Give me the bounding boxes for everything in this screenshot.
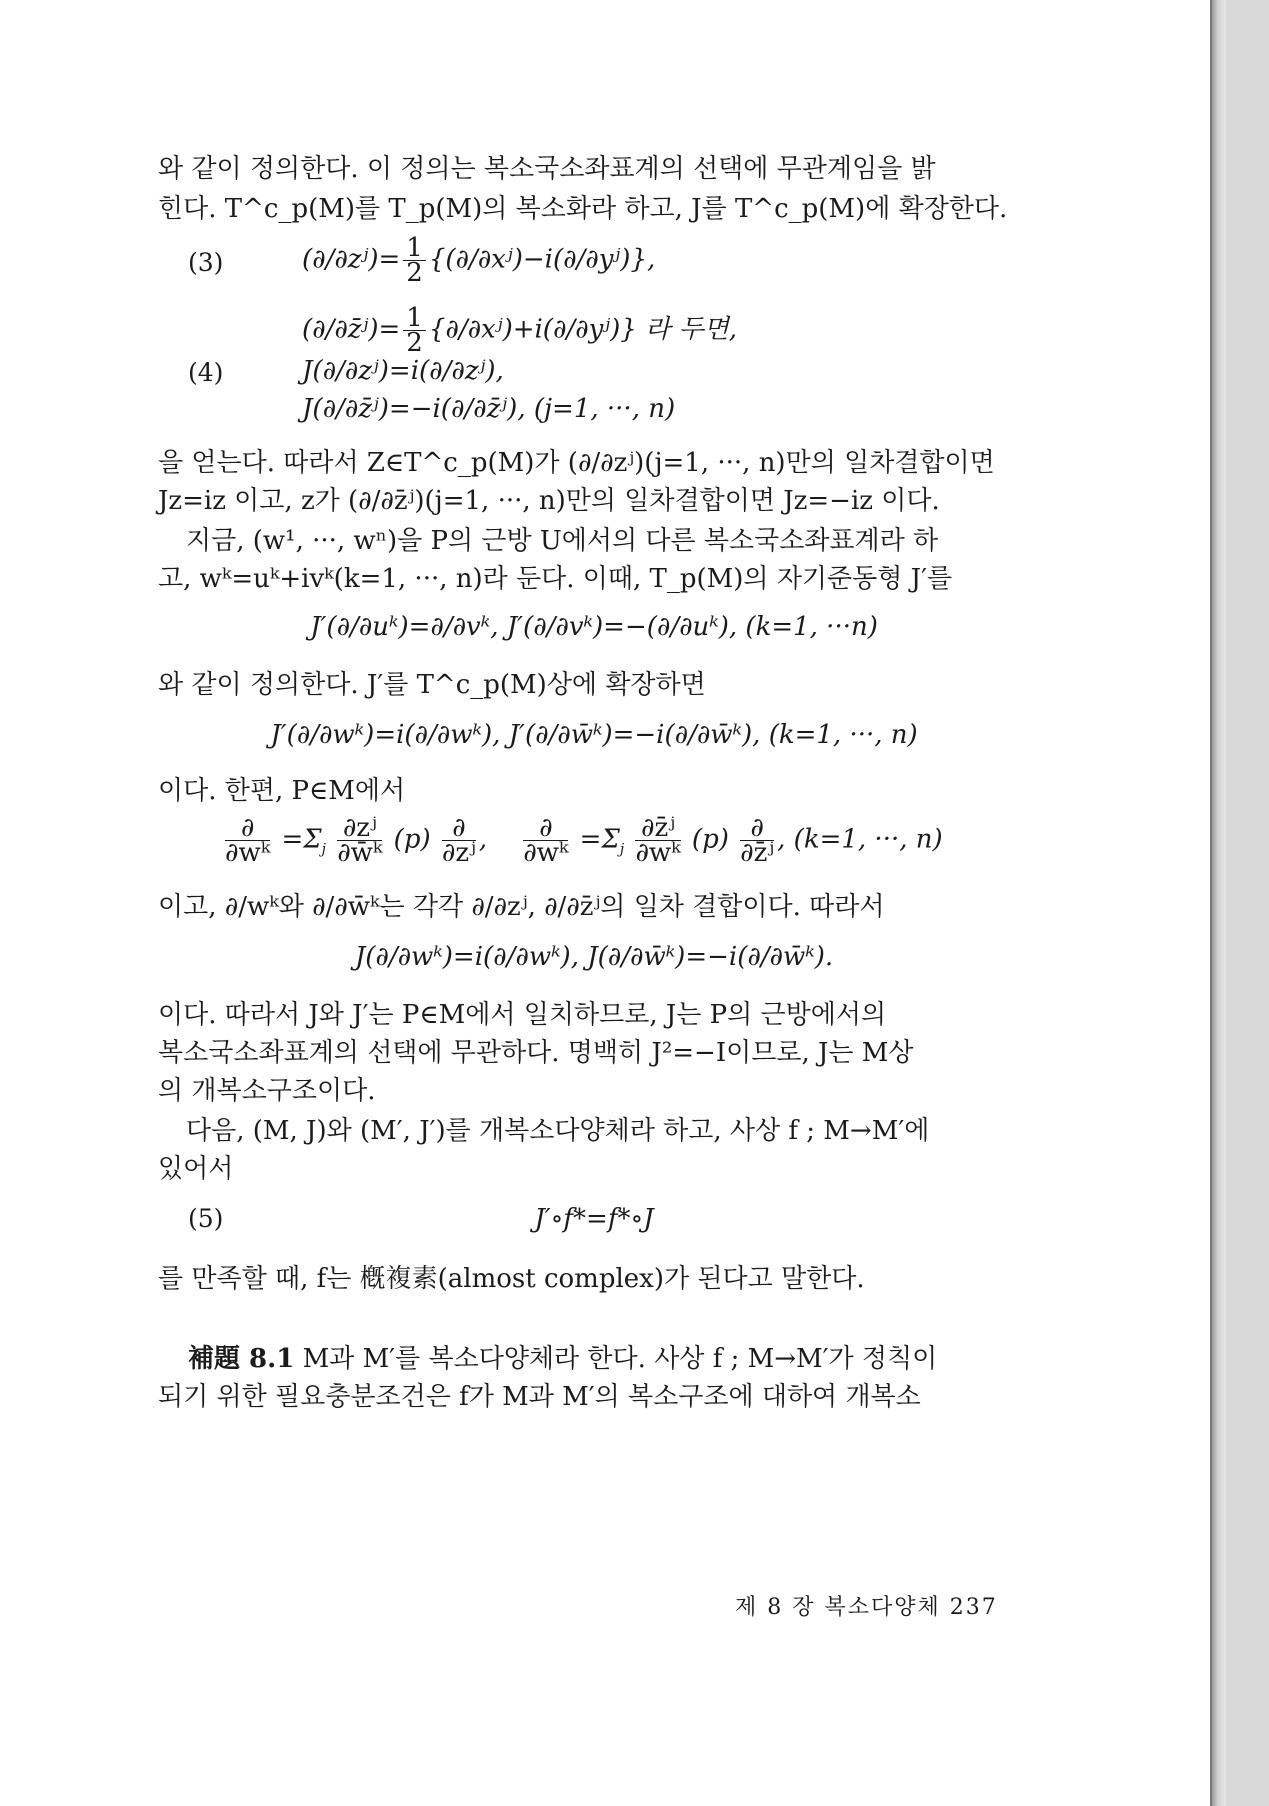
numerator: 1 xyxy=(403,306,426,331)
text-line: 와 같이 정의한다. J′를 T^c_p(M)상에 확장하면 xyxy=(158,670,706,700)
text-line: 와 같이 정의한다. 이 정의는 복소국소좌표계의 선택에 무관계임을 밝 xyxy=(158,154,936,184)
page-edge xyxy=(1212,0,1226,1806)
equation-part: (k=1, ···, n) xyxy=(793,824,943,855)
denominator: 2 xyxy=(406,328,423,358)
equation: J′(∂/∂wᵏ)=i(∂/∂wᵏ), J′(∂/∂w̄ᵏ)=−i(∂/∂w̄ᵏ), (k=1, ···, n) xyxy=(270,720,918,750)
numerator: 1 xyxy=(403,236,426,261)
equation-part: {(∂/∂xʲ)−i(∂/∂yʲ)}, xyxy=(428,244,656,275)
equation: J(∂/∂zʲ)=i(∂/∂zʲ), xyxy=(302,356,504,386)
text-line: 의 개복소구조이다. xyxy=(158,1076,376,1106)
fraction: $\frac{\text{∂z̄ʲ}}{\text{∂wᵏ}}$ xyxy=(635,813,681,868)
equation: J′∘f*=f*∘J xyxy=(534,1204,654,1234)
equation-number: (5) xyxy=(188,1204,224,1233)
equation: J(∂/∂wᵏ)=i(∂/∂wᵏ), J(∂/∂w̄ᵏ)=−i(∂/∂w̄ᵏ). xyxy=(354,942,834,972)
text-line: 이다. 따라서 J와 J′는 P∈M에서 일치하므로, J는 P의 근방에서의 xyxy=(158,1000,887,1030)
lemma-text: M과 M′를 복소다양체라 한다. 사상 f ; M→M′가 정칙이 xyxy=(302,1344,938,1374)
text-line: 되기 위한 필요충분조건은 f가 M과 M′의 복소구조에 대하여 개복소 xyxy=(158,1382,921,1412)
text-line: Jz=iz 이고, z가 (∂/∂z̄ʲ)(j=1, ···, n)만의 일차결합이면 Jz=−iz 이다. xyxy=(158,486,940,516)
equation-number: (4) xyxy=(188,358,224,387)
fraction: $\frac{\partial}{\text{∂wᵏ}}$ xyxy=(225,813,271,868)
equation-part: (∂/∂z̄ʲ)= xyxy=(302,314,401,345)
text-line: 힌다. T^c_p(M)를 T_p(M)의 복소화라 하고, J를 T^c_p(M)에 확장한다. xyxy=(158,194,1008,224)
fraction: $\frac{\partial}{\text{∂zʲ}}$ xyxy=(441,813,476,868)
fraction: $\frac{\partial}{\text{∂z̄ʲ}}$ xyxy=(740,813,775,868)
equation xyxy=(302,233,656,288)
equation-number: (3) xyxy=(188,248,224,277)
text-line: 을 얻는다. 따라서 Z∈T^c_p(M)가 (∂/∂zʲ)(j=1, ···, n)만의 일차결합이면 xyxy=(158,448,995,478)
fraction xyxy=(403,233,426,288)
text-line: 이고, ∂/wᵏ와 ∂/∂w̄ᵏ는 각각 ∂/∂zʲ, ∂/∂z̄ʲ의 일차 결합이다. 따라서 xyxy=(158,892,885,922)
equation-part: (∂/∂zʲ)= xyxy=(302,244,401,275)
text-line: 고, wᵏ=uᵏ+ivᵏ(k=1, ···, n)라 둔다. 이때, T_p(M)의 자기준동형 J′를 xyxy=(158,564,953,594)
text-line: 다음, (M, J)와 (M′, J′)를 개복소다양체라 하고, 사상 f ; M→M′에 xyxy=(186,1116,930,1146)
text-line: 지금, (w¹, ···, wⁿ)을 P의 근방 U에서의 다른 복소국소좌표계라 하 xyxy=(186,526,939,556)
lemma-line xyxy=(188,1338,1030,1375)
text-line: 를 만족할 때, f는 槪複素(almost complex)가 된다고 말한다. xyxy=(158,1264,865,1294)
equation: J(∂/∂z̄ʲ)=−i(∂/∂z̄ʲ), (j=1, ···, n) xyxy=(302,394,676,424)
denominator: 2 xyxy=(406,258,423,288)
lemma-heading: 補題 8.1 xyxy=(188,1344,295,1374)
fraction: $\frac{\text{∂zʲ}}{\text{∂w̄ᵏ}}$ xyxy=(337,813,383,868)
fraction xyxy=(403,303,426,358)
page-footer: 제 8 장 복소다양체 237 xyxy=(735,1595,998,1620)
text-line: 복소국소좌표계의 선택에 무관하다. 명백히 J²=−I이므로, J는 M상 xyxy=(158,1038,914,1068)
summation-equation: $\frac{\partial}{\text{∂wᵏ}}$ $=\Sigma_j$ $\frac{\text{∂zʲ}}{\text{∂w̄ᵏ}}$ (p) $\frac{\partial}{\text{∂zʲ}}$ , $\frac{\partial}{\text{∂wᵏ}}$ $=\Sigma_j$ $\frac{\text{∂z̄ʲ}}{\text{∂wᵏ}}$ (p) $\frac{\partial}{\text{∂z̄ʲ}}$ , (k=1, ···, n) xyxy=(225,813,943,868)
equation xyxy=(302,303,737,358)
equation: J′(∂/∂uᵏ)=∂/∂vᵏ, J′(∂/∂vᵏ)=−(∂/∂uᵏ), (k=1, ···n) xyxy=(310,612,878,642)
fraction: $\frac{\partial}{\text{∂wᵏ}}$ xyxy=(523,813,569,868)
text-line: 이다. 한편, P∈M에서 xyxy=(158,776,406,806)
text-line: 있어서 xyxy=(158,1154,234,1184)
equation-part: {∂/∂xʲ)+i(∂/∂yʲ)} 라 두면, xyxy=(428,314,737,345)
